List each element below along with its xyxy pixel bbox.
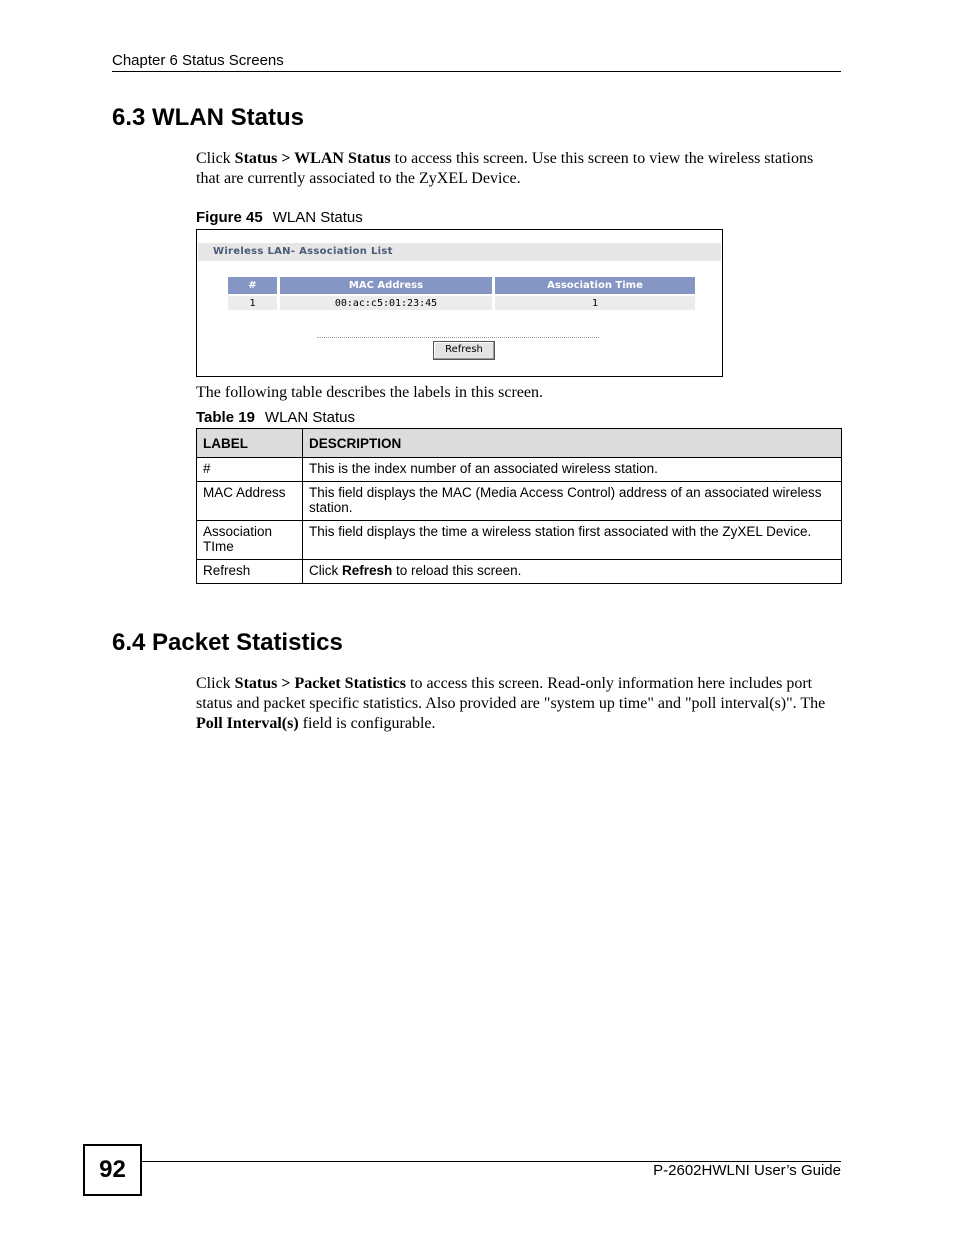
table-row xyxy=(197,458,842,482)
cell-index: 1 xyxy=(228,294,277,310)
row-description xyxy=(303,521,842,560)
table-intro-paragraph: The following table describes the labels in this screen. xyxy=(196,384,544,401)
packet-statistics-paragraph xyxy=(196,674,841,734)
text-run: Click xyxy=(196,675,235,692)
label-description-table xyxy=(196,428,842,584)
row-description xyxy=(303,560,842,584)
column-header-index: # xyxy=(228,277,277,294)
text-run: to access this screen. Use this screen to view the wireless stations that are currently associated to the ZyXEL Device. xyxy=(196,150,814,187)
text-run: to access this screen. Read-only information here includes port status and packet specific statistics. Also provided are "system up time" and "poll interval(s)". The xyxy=(196,675,826,712)
section-heading-wlan-status: 6.3 WLAN Status xyxy=(112,104,305,131)
association-list-title: Wireless LAN- Association List xyxy=(213,246,393,257)
refresh-button[interactable]: Refresh xyxy=(433,341,495,360)
row-description xyxy=(303,482,842,521)
figure-title: WLAN Status xyxy=(272,209,363,226)
association-list-title-bar xyxy=(198,243,721,261)
text-run: to reload this screen. xyxy=(392,563,522,578)
row-description xyxy=(303,458,842,482)
row-label: Association TIme xyxy=(197,521,303,560)
text-run: This is the index number of an associated wireless station. xyxy=(309,461,658,476)
table-title: WLAN Status xyxy=(264,409,355,426)
row-label: MAC Address xyxy=(197,482,303,521)
header-description: DESCRIPTION xyxy=(303,429,842,458)
bold-text: Poll Interval(s) xyxy=(196,715,299,732)
bold-text: Refresh xyxy=(342,563,393,578)
figure-label: Figure 45 xyxy=(196,209,263,226)
cell-association-time: 1 xyxy=(495,294,695,310)
figure-caption xyxy=(196,209,363,226)
header-rule xyxy=(112,71,841,72)
table-row xyxy=(197,560,842,584)
text-run: This field displays the MAC (Media Access Control) address of an associated wireless station. xyxy=(309,485,822,515)
row-label: Refresh xyxy=(197,560,303,584)
association-table xyxy=(225,277,698,310)
text-run: field is configurable. xyxy=(298,715,436,732)
wlan-status-screenshot xyxy=(196,229,723,377)
guide-title: P-2602HWLNI User’s Guide xyxy=(653,1162,841,1179)
wlan-status-paragraph xyxy=(196,149,841,189)
row-label: # xyxy=(197,458,303,482)
running-head: Chapter 6 Status Screens xyxy=(112,52,284,69)
bold-text: Status > Packet Statistics xyxy=(234,675,406,692)
table-row xyxy=(228,294,695,310)
table-label: Table 19 xyxy=(196,409,255,426)
column-header-mac-address: MAC Address xyxy=(280,277,492,294)
dotted-separator xyxy=(317,337,599,338)
text-run: This field displays the time a wireless station first associated with the ZyXEL Device. xyxy=(309,524,812,539)
page-number: 92 xyxy=(83,1144,142,1196)
table-row xyxy=(197,482,842,521)
table-row xyxy=(197,521,842,560)
table-caption xyxy=(196,409,355,426)
cell-mac-address: 00:ac:c5:01:23:45 xyxy=(280,294,492,310)
section-heading-packet-statistics: 6.4 Packet Statistics xyxy=(112,629,343,656)
bold-text: Status > WLAN Status xyxy=(234,150,391,167)
column-header-association-time: Association Time xyxy=(495,277,695,294)
text-run: Click xyxy=(196,150,235,167)
text-run: Click xyxy=(309,563,342,578)
header-label: LABEL xyxy=(197,429,303,458)
